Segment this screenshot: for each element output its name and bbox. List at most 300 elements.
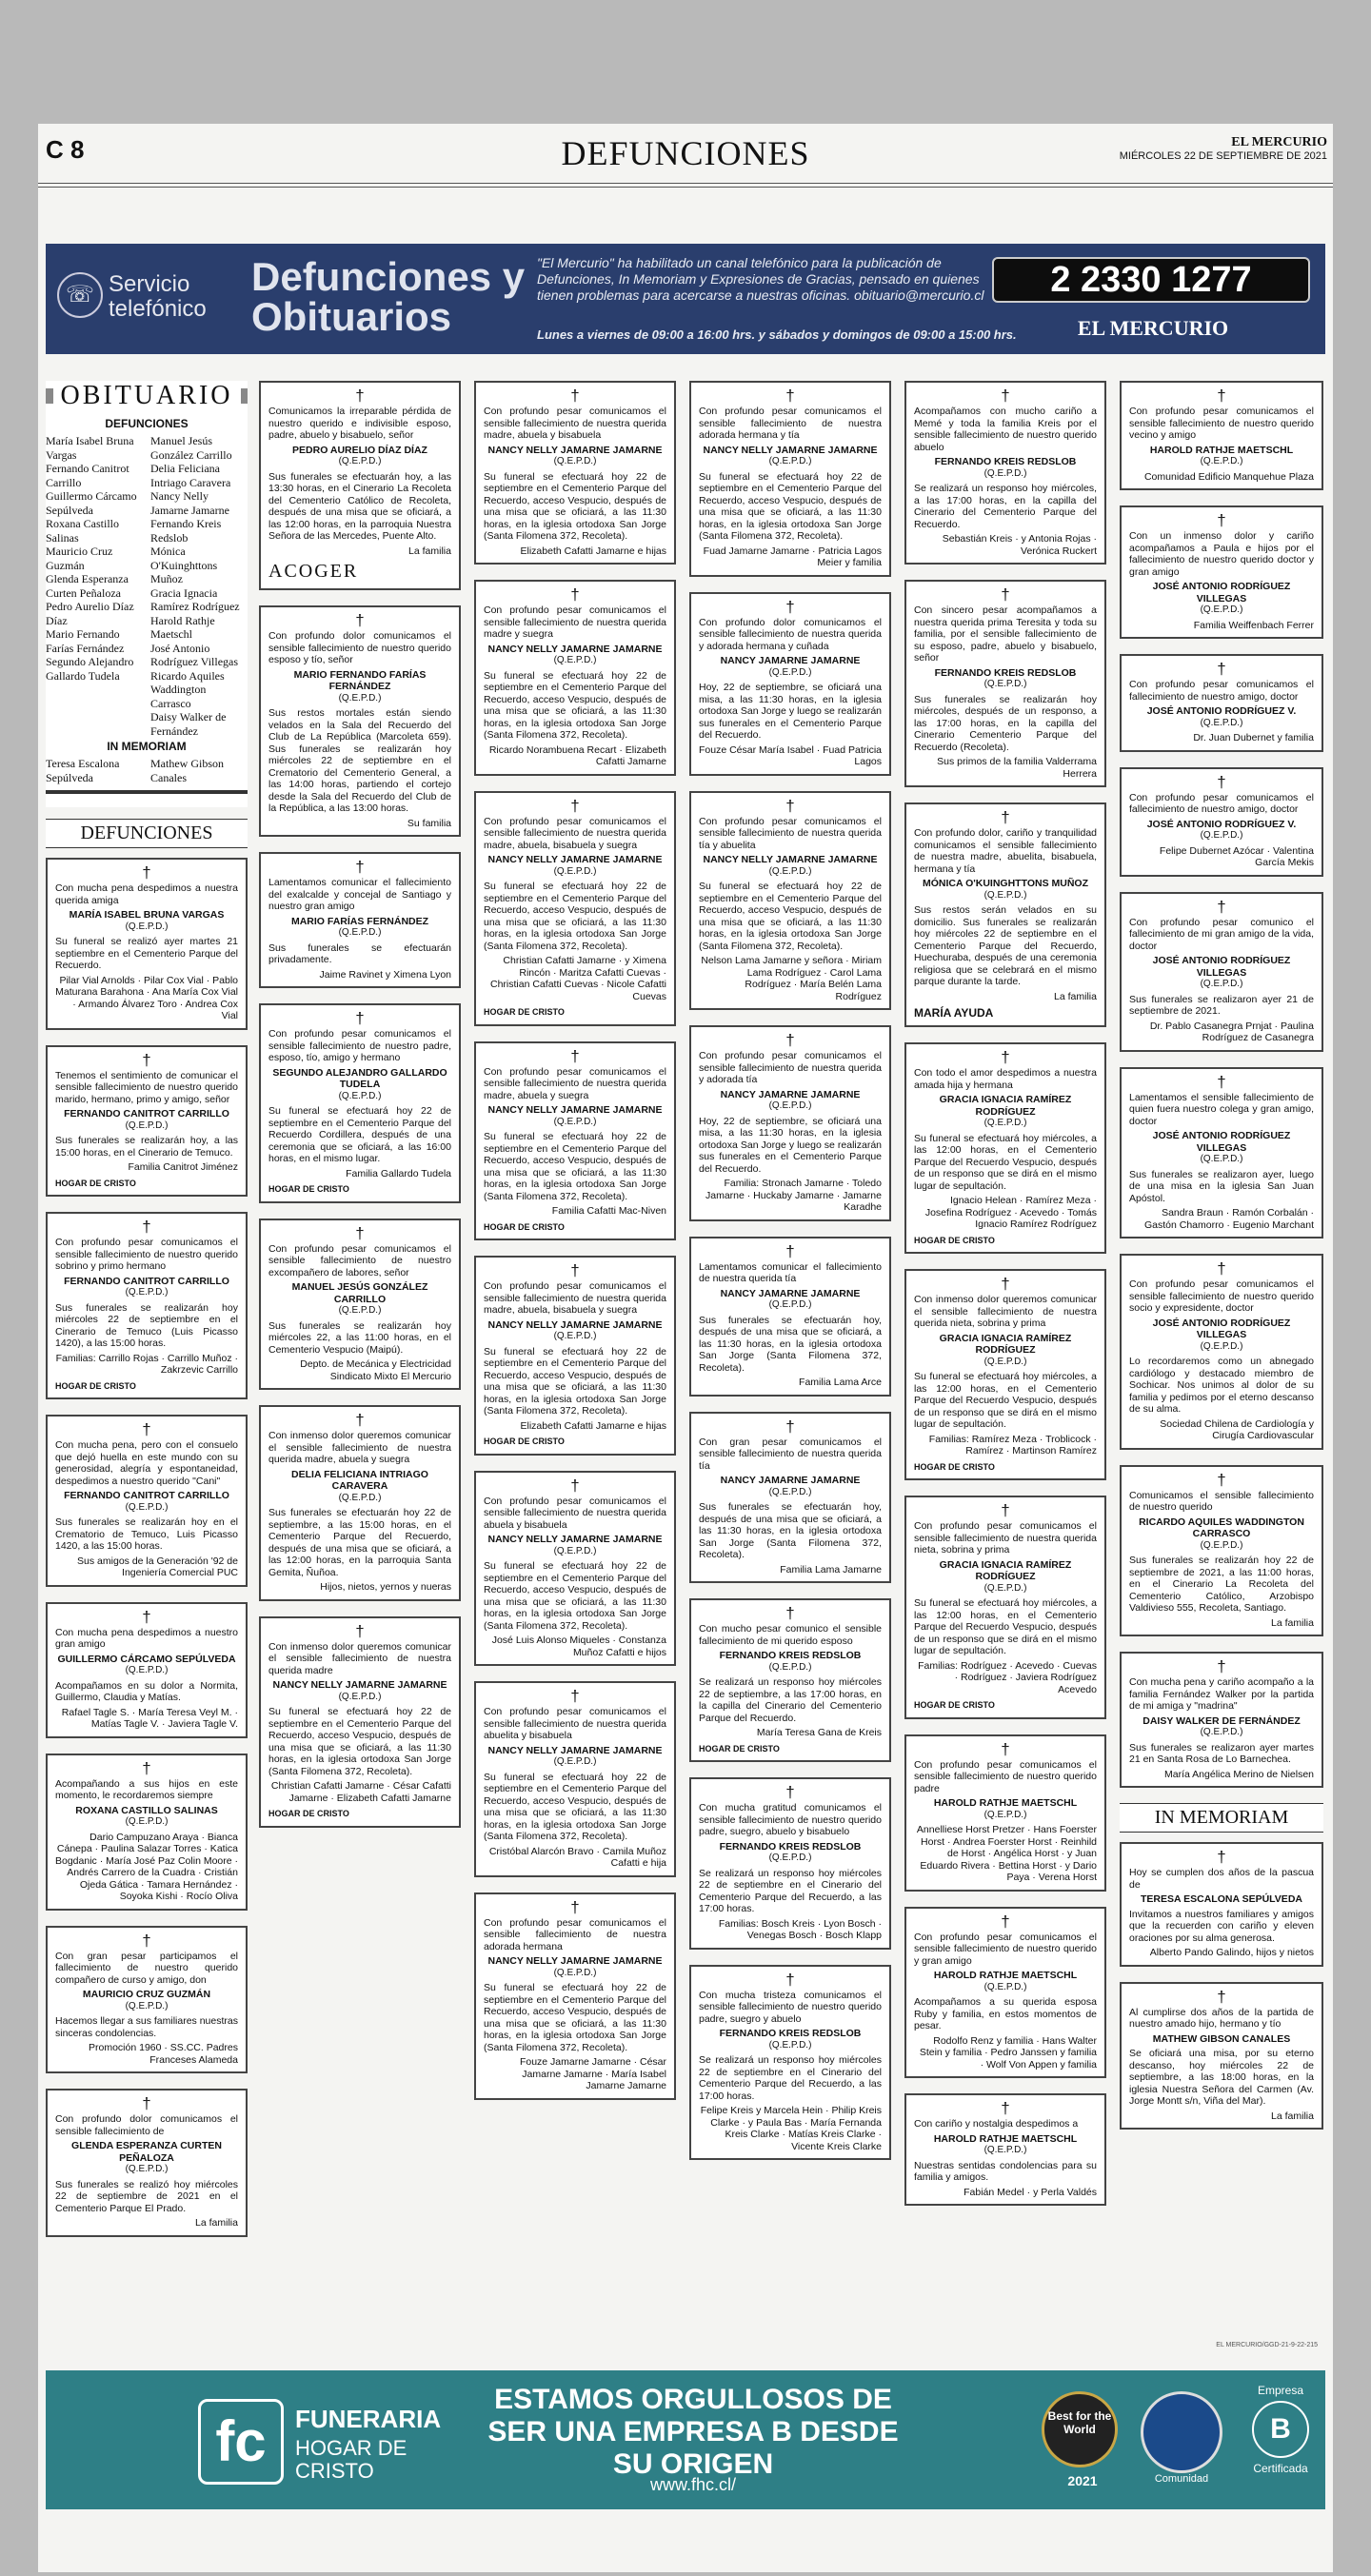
cross-icon: †	[1217, 897, 1226, 916]
list-item: Nancy Nelly Jamarne Jamarne	[150, 489, 229, 517]
cross-icon: †	[142, 1607, 151, 1626]
cross-icon: †	[355, 386, 365, 405]
column-5	[904, 381, 1106, 2221]
notice-signature: Familia Lama Arce	[799, 1377, 882, 1388]
funeral-details: Su funeral se efectuará hoy 22 de septiembre en el Cementerio Parque del Recuerdo, acceso Vespucio, después de una misa que se oficiará, a las 11:30 horas, en la iglesia ortodoxa San Jorge (Santa Filomena 372, Recoleta).	[699, 881, 882, 952]
notice-signature: Familias: Rodríguez · Acevedo · Cuevas · Rodríguez · Javiera Rodríguez Acevedo	[918, 1659, 1097, 1695]
column-4	[689, 381, 891, 2175]
funeral-details: Lo recordaremos como un abnegado cardiólogo y destacado miembro de Sochicar. Nos unimos al dolor de su familia y pedimos por el eterno descanso de su alma.	[1129, 1356, 1314, 1415]
cross-icon: †	[1217, 1657, 1226, 1675]
qepd-label: (Q.E.P.D.)	[1200, 1539, 1243, 1551]
notice-intro: Con profundo pesar comunicamos el sensible fallecimiento de nuestro querido socio y expresidente, doctor	[1129, 1278, 1314, 1314]
notice-signature: Rafael Tagle S. · María Teresa Veyl M. · Matías Tagle V. · Javiera Tagle V.	[61, 1706, 238, 1730]
best-for-world-badge: Best for the World	[1042, 2391, 1118, 2467]
list-item: Fernando Canitrot Carrillo	[46, 462, 129, 489]
notice-intro: Con profundo pesar comunicamos el sensible fallecimiento de nuestro querido padre	[914, 1758, 1097, 1794]
cross-icon: †	[1001, 1912, 1010, 1931]
notice-intro: Con profundo pesar comunicamos el sensible fallecimiento de nuestra querida tía y abuelita	[699, 815, 882, 851]
cross-icon: †	[785, 1241, 795, 1260]
qepd-label: (Q.E.P.D.)	[1200, 830, 1243, 841]
deceased-name: GLENDA ESPERANZA CURTEN PEÑALOZA	[71, 2140, 222, 2164]
death-notice	[689, 381, 891, 577]
notice-signature: La familia	[1271, 1616, 1314, 1629]
qepd-label: (Q.E.P.D.)	[338, 1090, 382, 1101]
funeral-details: Hacemos llegar a sus familiares nuestras sinceras condolencias.	[55, 2015, 238, 2039]
deceased-name: NANCY NELLY JAMARNE JAMARNE	[272, 1679, 447, 1691]
notice-signature: Sandra Braun · Ramón Corbalán · Gastón Chamorro · Eugenio Marchant	[1143, 1207, 1314, 1231]
funeral-details: Hoy, 22 de septiembre, se oficiará una misa, a las 11:30 horas, en la iglesia ortodoxa San Jorge y luego se realizarán sus funerales en el Cementerio Parque del Recuerdo.	[699, 682, 882, 741]
deceased-name: JOSÉ ANTONIO RODRÍGUEZ VILLEGAS	[1152, 581, 1291, 604]
notice-signature: Dr. Pablo Casanegra Prnjat · Paulina Rodríguez de Casanegra	[1149, 1020, 1314, 1043]
list-right	[150, 434, 248, 738]
notice-intro: Lamentamos comunicar el fallecimiento del exalcalde y concejal de Santiago y nuestro gran amigo	[268, 877, 451, 912]
deceased-name: SEGUNDO ALEJANDRO GALLARDO TUDELA	[272, 1066, 447, 1090]
death-notice	[1120, 505, 1323, 639]
funeral-details: Sus funerales se realizarán hoy 22 de septiembre de 2021, a las 11:00 horas, en el Cinerario La Recoleta del Cementerio Católico, Arzobispo Valdivieso 555, Recoleta, Santiago.	[1129, 1555, 1314, 1614]
list-item: Delia Feliciana Intriago Caravera	[150, 462, 231, 489]
cross-icon: †	[1001, 585, 1010, 604]
qepd-label: (Q.E.P.D.)	[338, 927, 382, 938]
cross-icon: †	[1217, 660, 1226, 678]
funeral-details: Su funeral se efectuará hoy 22 de septiembre en el Cementerio Parque del Recuerdo, acceso Vespucio, después de una misa que se oficiará, a las 11:30 horas, en la iglesia ortodoxa San Jorge (Santa Filomena 372, Recoleta).	[268, 1706, 451, 1777]
notice-signature: José Luis Alonso Miqueles · Constanza Muñoz Cafatti e hijos	[491, 1635, 666, 1658]
hogar-de-cristo-logo: HOGAR DE CRISTO	[484, 1007, 565, 1017]
notice-signature: María Teresa Gana de Kreis	[756, 1727, 882, 1738]
death-notice	[474, 1256, 676, 1456]
deceased-name: NANCY NELLY JAMARNE JAMARNE	[487, 643, 663, 655]
death-notice	[1120, 1652, 1323, 1788]
funeral-details: Se realizará un responso hoy miércoles 22 de septiembre en el Cinerario del Cementerio Parque del Recuerdo, a las 17:00 horas.	[699, 2054, 882, 2102]
header-rule	[38, 183, 1333, 184]
death-notice	[259, 1405, 461, 1601]
hogar-de-cristo-logo: HOGAR DE CRISTO	[55, 1178, 136, 1188]
qepd-label: (Q.E.P.D.)	[1200, 604, 1243, 615]
notice-signature: Sus primos de la familia Valderrama Herrera	[937, 756, 1097, 780]
death-notice	[1120, 767, 1323, 877]
list-item: Harold Rathje Maetschl	[150, 613, 215, 641]
qepd-label: (Q.E.P.D.)	[553, 865, 597, 877]
death-notice	[689, 791, 891, 1011]
deceased-name: FERNANDO CANITROT CARRILLO	[64, 1275, 229, 1287]
defunciones-subhead: DEFUNCIONES	[105, 417, 189, 430]
deceased-name: MAURICIO CRUZ GUZMÁN	[82, 1989, 211, 2000]
notice-intro: Con sincero pesar acompañamos a nuestra querida prima Teresita y toda su familia, por el sensible fallecimiento de su esposo, padre, abuelo y bisabuelo, señor	[914, 604, 1097, 664]
funeral-details: Sus funerales se realizarán hoy miércoles, después de un responso, a las 17:00 horas, en la capilla del Cinerario Cementerio Parque del Recuerdo (Recoleta).	[914, 693, 1097, 753]
death-notice	[1120, 892, 1323, 1052]
deceased-name: MARIO FARÍAS FERNÁNDEZ	[290, 915, 429, 927]
notice-signature: Elizabeth Cafatti Jamarne e hijas	[520, 1419, 666, 1432]
funeral-details: Su funeral se efectuará hoy 22 de septiembre en el Cementerio Parque del Recuerdo, acceso Vespucio, después de una misa que se oficiará, a las 11:30 horas, en la iglesia ortodoxa San Jorge (Santa Filomena 372, Recoleta).	[699, 470, 882, 542]
b-corp-sub: Certificada	[1253, 2462, 1308, 2475]
phone-number: 2 2330 1277	[992, 257, 1310, 303]
death-notice	[689, 1025, 891, 1221]
deceased-name: PEDRO AURELIO DÍAZ DÍAZ	[292, 444, 427, 456]
qepd-label: (Q.E.P.D.)	[984, 889, 1027, 901]
notice-intro: Con cariño y nostalgia despedimos a	[914, 2118, 1079, 2130]
notice-signature: Familia Lama Jamarne	[780, 1563, 882, 1575]
notice-intro: Con mucho pesar comunico el sensible fallecimiento de mi querido esposo	[699, 1623, 882, 1647]
notice-signature: Sebastián Kreis · y Antonia Rojas · Verónica Ruckert	[942, 533, 1097, 557]
qepd-label: (Q.E.P.D.)	[125, 1120, 169, 1131]
heading-bar	[46, 388, 53, 404]
notice-intro: Con mucha pena y cariño acompaño a la familia Fernández Walker por la partida de mi amiga y "madrina"	[1129, 1676, 1314, 1712]
deceased-name: JOSÉ ANTONIO RODRÍGUEZ VILLEGAS	[1152, 955, 1291, 979]
notice-intro: Con gran pesar participamos el fallecimiento de nuestro querido compañero de curso y amigo, don	[55, 1950, 238, 1986]
in-memoriam-subhead: IN MEMORIAM	[107, 740, 187, 753]
cross-icon: †	[1217, 1072, 1226, 1091]
column-5-notices	[904, 381, 1106, 2206]
notice-intro: Con mucha gratitud comunicamos el sensible fallecimiento de nuestro querido padre, suegro, abuelo y bisabuelo	[699, 1802, 882, 1837]
death-notice	[474, 1041, 676, 1241]
column-1-notices	[46, 819, 248, 2237]
funeral-details: Su funeral se efectuará hoy 22 de septiembre en el Cementerio Parque del Recuerdo, acceso Vespucio, después de una misa que se oficiará, a las 11:30 horas, en la iglesia ortodoxa San Jorge (Santa Filomena 372, Recoleta).	[484, 470, 666, 542]
deceased-name: TERESA ESCALONA SEPÚLVEDA	[1141, 1893, 1302, 1905]
cross-icon: †	[1001, 2099, 1010, 2117]
death-notice	[259, 1219, 461, 1391]
cross-icon: †	[142, 1050, 151, 1069]
death-notice	[474, 791, 676, 1026]
qepd-label: (Q.E.P.D.)	[125, 1665, 169, 1675]
qepd-label: (Q.E.P.D.)	[553, 456, 597, 466]
deceased-name: NANCY NELLY JAMARNE JAMARNE	[487, 1318, 663, 1331]
hogar-de-cristo-logo: HOGAR DE CRISTO	[914, 1235, 995, 1245]
qepd-label: (Q.E.P.D.)	[125, 2164, 169, 2174]
deceased-name: GRACIA IGNACIA RAMÍREZ RODRÍGUEZ	[939, 1558, 1072, 1582]
notice-signature: Su familia	[407, 817, 451, 829]
cross-icon: †	[1217, 772, 1226, 791]
funeral-details: Su funeral se efectuará hoy 22 de septiembre en el Cementerio Parque del Recuerdo, acceso Vespucio, después de una misa que se oficiará, a las 11:30 horas, en la iglesia ortodoxa San Jorge (Santa Filomena 372, Recoleta).	[484, 1560, 666, 1632]
funeral-details: Su funeral se efectuará hoy 22 de septiembre en el Cementerio Parque del Recuerdo, acceso Vespucio, después de una misa que se oficiará, a las 11:30 horas, en la iglesia ortodoxa San Jorge (Santa Filomena 372, Recoleta).	[484, 1771, 666, 1842]
notice-intro: Con un inmenso dolor y cariño acompañamos a Paula e hijos por el fallecimiento de nuestro querido doctor y gran amigo	[1129, 530, 1314, 578]
qepd-label: (Q.E.P.D.)	[338, 692, 382, 703]
notice-intro: Con profundo pesar comunicamos el sensible fallecimiento de nuestro querido y gran amigo	[914, 1931, 1097, 1967]
b-corp-badge	[1247, 2384, 1314, 2475]
deceased-name: HAROLD RATHJE MAETSCHL	[933, 1797, 1078, 1809]
notice-signature: La familia	[195, 2217, 238, 2229]
notice-signature: Cristóbal Alarcón Bravo · Camila Muñoz Cafatti e hija	[488, 1845, 666, 1869]
notice-signature: Sociedad Chilena de Cardiología y Cirugía Cardiovascular	[1160, 1417, 1314, 1441]
funeral-details: Se realizará un responso hoy miércoles 22 de septiembre en el Cinerario del Cementerio Parque del Recuerdo, a las 17:00 horas.	[699, 1867, 882, 1914]
notice-signature: Jaime Ravinet y Ximena Lyon	[319, 968, 451, 981]
deceased-name: MANUEL JESÚS GONZÁLEZ CARRILLO	[291, 1281, 428, 1305]
cross-icon: †	[142, 1420, 151, 1438]
cross-icon: †	[142, 1218, 151, 1236]
cross-icon: †	[142, 1758, 151, 1777]
list-item: José Antonio Rodríguez Villegas	[150, 641, 239, 668]
funeral-details: Sus funerales se efectuarán hoy 22 de septiembre, a las 15:00 horas, en el Cementerio Parque del Recuerdo, después de una misa que se oficiará, a las 12:00 horas, en la parroquia Santa Gemita, Ñuñoa.	[268, 1507, 451, 1578]
death-notice	[1120, 1067, 1323, 1239]
notice-signature: Familias: Ramírez Meza · Troblicock · Ramírez · Martinson Ramírez	[928, 1433, 1097, 1456]
notice-intro: Con profundo pesar comunicamos el sensible fallecimiento de nuestra querida madre y suegra	[484, 604, 666, 640]
qepd-label: (Q.E.P.D.)	[768, 456, 812, 466]
death-notice	[474, 1681, 676, 1877]
cross-icon: †	[570, 1687, 580, 1705]
qepd-label: (Q.E.P.D.)	[984, 1356, 1027, 1367]
notice-intro: Con profundo pesar comunicamos el sensible fallecimiento de nuestro padre, esposo, tío, amigo y hermano	[268, 1028, 451, 1063]
death-notice	[689, 1777, 891, 1950]
list-item: Teresa Escalona Sepúlveda	[46, 757, 120, 784]
deceased-name: NANCY JAMARNE JAMARNE	[720, 1088, 861, 1100]
column-2	[259, 381, 461, 1843]
deceased-name: FERNANDO KREIS REDSLOB	[719, 1650, 862, 1661]
qepd-label: (Q.E.P.D.)	[984, 467, 1027, 479]
notice-signature: Promoción 1960 · SS.CC. Padres Franceses Alameda	[89, 2042, 238, 2066]
ad-url[interactable]: www.fhc.cl/	[649, 2475, 737, 2494]
death-notice	[474, 1892, 676, 2100]
deceased-name: DELIA FELICIANA INTRIAGO CARAVERA	[291, 1468, 428, 1492]
cross-icon: †	[142, 863, 151, 882]
banner-hours: Lunes a viernes de 09:00 a 16:00 hrs. y sábados y domingos de 09:00 a 15:00 hrs.	[537, 327, 1017, 342]
notice-signature: La familia	[1271, 2110, 1314, 2122]
qepd-label: (Q.E.P.D.)	[338, 456, 382, 466]
notice-signature: Fabián Medel · y Perla Valdés	[964, 2186, 1097, 2198]
death-notice	[904, 803, 1106, 1027]
cross-icon: †	[570, 1046, 580, 1065]
deceased-name: HAROLD RATHJE MAETSCHL	[933, 1970, 1078, 1981]
deceased-name: JOSÉ ANTONIO RODRÍGUEZ V.	[1146, 705, 1297, 717]
qepd-label: (Q.E.P.D.)	[125, 921, 169, 932]
death-notice	[1120, 1254, 1323, 1450]
notice-signature: Sus amigos de la Generación '92 de Ingeniería Comercial PUC	[77, 1555, 238, 1578]
notice-intro: Acompañamos con mucho cariño a Memé y toda la familia Kreis por el sensible fallecimiento de nuestro querido abuelo	[914, 406, 1097, 453]
list-left	[46, 434, 143, 738]
obituario-index	[46, 381, 248, 807]
qepd-label: (Q.E.P.D.)	[768, 1661, 812, 1673]
notice-signature: Nelson Lama Jamarne y señora · Miriam Lama Rodríguez · Carol Lama Rodríguez · María Belén Lama Rodríguez	[701, 955, 882, 1002]
obituario-title: OBITUARIO	[60, 381, 233, 410]
death-notice	[1120, 1842, 1323, 1967]
qepd-label: (Q.E.P.D.)	[984, 1582, 1027, 1594]
ad-brand-2: HOGAR DE CRISTO	[295, 2436, 407, 2483]
notice-intro: Lamentamos el sensible fallecimiento de quien fuera nuestro colega y gran amigo, doctor	[1129, 1091, 1314, 1127]
notice-signature: Christian Cafatti Jamarne · y Ximena Rincón · Maritza Cafatti Cuevas · Christian Cafatti Cuevas · Nicole Cafatti Cuevas	[490, 955, 666, 1002]
death-notice	[46, 1045, 248, 1198]
list-item: Gracia Ignacia Ramírez Rodríguez	[150, 585, 240, 613]
funeral-details: Sus funerales se realizarán hoy en el Crematorio de Temuco, Luis Picasso 1420, a las 15:00 horas.	[55, 1516, 238, 1552]
funeral-details: Sus funerales se realizarán hoy, a las 15:00 horas, en el Cinerario de Temuco.	[55, 1135, 238, 1159]
notice-intro: Con mucha pena despedimos a nuestro gran amigo	[55, 1626, 238, 1650]
notice-signature: Ignacio Helean · Ramírez Meza · Josefina Rodríguez · Acevedo · Tomás Ignacio Ramírez Rodríguez	[924, 1195, 1097, 1230]
funeral-details: Su funeral se efectuará hoy 22 de septiembre en el Cementerio Parque del Recuerdo, acceso Vespucio, después de una misa que se oficiará, a las 11:30 horas, en la iglesia ortodoxa San Jorge (Santa Filomena 372, Recoleta).	[484, 1345, 666, 1417]
obituario-heading	[46, 381, 248, 411]
deceased-name: NANCY NELLY JAMARNE JAMARNE	[487, 1744, 663, 1756]
cross-icon: †	[785, 1783, 795, 1801]
qepd-label: (Q.E.P.D.)	[125, 2000, 169, 2011]
notice-intro: Lamentamos comunicar el fallecimiento de nuestra querida tía	[699, 1260, 882, 1284]
death-notice	[474, 1471, 676, 1667]
death-notice	[46, 858, 248, 1030]
deceased-name: NANCY NELLY JAMARNE JAMARNE	[703, 444, 878, 456]
list-item: Mario Fernando Farías Fernández	[46, 627, 125, 655]
list-item: Pedro Aurelio Díaz Díaz	[46, 600, 134, 627]
deceased-name: FERNANDO KREIS REDSLOB	[719, 2028, 862, 2039]
death-notice	[904, 1734, 1106, 1892]
cross-icon: †	[1001, 1275, 1010, 1293]
column-3-notices	[474, 381, 676, 2100]
death-notice	[474, 381, 676, 565]
notice-signature: Pilar Vial Arnolds · Pilar Cox Vial · Pablo Maturana Barahona · Ana María Cox Vial · Armando Álvarez Toro · Andrea Cox Vial	[55, 974, 238, 1021]
deceased-name: NANCY NELLY JAMARNE JAMARNE	[487, 1534, 663, 1545]
cross-icon: †	[1217, 1259, 1226, 1278]
cross-icon: †	[142, 1931, 151, 1950]
qepd-label: (Q.E.P.D.)	[338, 1691, 382, 1702]
notice-intro: Con profundo dolor comunicamos el sensible fallecimiento de nuestra querida y adorada hermana y cuñada	[699, 616, 882, 652]
deceased-name: NANCY JAMARNE JAMARNE	[720, 1475, 861, 1486]
notice-intro: Con inmenso dolor queremos comunicar el sensible fallecimiento de nuestra querida nieta, sobrina y prima	[914, 1294, 1097, 1329]
masthead	[1120, 135, 1327, 162]
cross-icon: †	[1001, 386, 1010, 405]
deceased-name: GRACIA IGNACIA RAMÍREZ RODRÍGUEZ	[939, 1094, 1072, 1118]
notice-intro: Con gran pesar comunicamos el sensible fallecimiento de nuestra querida tía	[699, 1436, 882, 1472]
qepd-label: (Q.E.P.D.)	[984, 1809, 1027, 1820]
notice-intro: Con inmenso dolor queremos comunicar el sensible fallecimiento de nuestra querida madre	[268, 1640, 451, 1676]
page-title: DEFUNCIONES	[561, 134, 810, 172]
notice-intro: Con profundo pesar comunicamos el sensible fallecimiento de nuestro excompañero de labores, señor	[268, 1242, 451, 1278]
cross-icon: †	[355, 1009, 365, 1027]
hogar-de-cristo-logo: HOGAR DE CRISTO	[914, 1700, 995, 1710]
cross-icon: †	[1001, 808, 1010, 826]
phone-service-banner	[46, 244, 1325, 354]
cross-icon: †	[355, 1223, 365, 1242]
notice-signature: Felipe Kreis y Marcela Hein · Philip Kreis Clarke · y Paula Bas · María Fernanda Kreis Clarke · Matías Kreis Clarke · Vicente Kreis Clarke	[700, 2105, 882, 2152]
funeral-details: Su funeral se efectuará hoy miércoles, a las 12:00 horas, en el Cementerio Parque del Recuerdo Vespucio, después de un responso que se dirá en el mismo lugar de sepultación.	[914, 1371, 1097, 1430]
cross-icon: †	[570, 1261, 580, 1279]
section-rule	[46, 790, 248, 794]
notice-signature: Annelliese Horst Pretzer · Hans Foerster Horst · Andrea Foerster Horst · Reinhild de Horst · Angélica Horst · y Juan Eduardo Rivera · Bettina Horst · y Dario Paya · Verena Horst	[916, 1824, 1097, 1883]
death-notice	[46, 1754, 248, 1911]
qepd-label: (Q.E.P.D.)	[984, 679, 1027, 689]
qepd-label: (Q.E.P.D.)	[768, 2039, 812, 2051]
ad-headline: ESTAMOS ORGULLOSOS DE SER UNA EMPRESA B DESDE SU ORIGEN	[487, 2384, 899, 2480]
death-notice	[689, 1237, 891, 1397]
death-notice	[46, 1602, 248, 1738]
notice-signature: Ricardo Norambuena Recart · Elizabeth Cafatti Jamarne	[488, 743, 666, 767]
page-header	[38, 124, 1333, 183]
qepd-label: (Q.E.P.D.)	[553, 1116, 597, 1127]
qepd-label: (Q.E.P.D.)	[1200, 1727, 1243, 1737]
notice-intro: Con inmenso dolor queremos comunicar el sensible fallecimiento de nuestra querida madre, abuela y suegra	[268, 1430, 451, 1465]
cross-icon: †	[570, 585, 580, 604]
notice-signature: Hijos, nietos, yernos y nueras	[320, 1581, 451, 1593]
death-notice	[259, 1003, 461, 1203]
deceased-name: ROXANA CASTILLO SALINAS	[75, 1804, 218, 1816]
hogar-de-cristo-logo: HOGAR DE CRISTO	[699, 1743, 780, 1754]
cross-icon: †	[785, 796, 795, 815]
notice-signature: La familia	[408, 545, 451, 557]
notice-intro: Comunicamos la irreparable pérdida de nuestro querido e indivisible esposo, padre, abuelo y bisabuelo, señor	[268, 406, 451, 441]
deceased-name: NANCY JAMARNE JAMARNE	[720, 1287, 861, 1299]
qepd-label: (Q.E.P.D.)	[1200, 979, 1243, 989]
funeral-details: Su funeral se efectuará hoy 22 de septiembre en el Cementerio Parque del Recuerdo, acceso Vespucio, después de una misa que se oficiará, a las 11:30 horas, en la iglesia ortodoxa San Jorge (Santa Filomena 372, Recoleta).	[484, 1982, 666, 2053]
badge-year: 2021	[1067, 2473, 1098, 2488]
death-notice	[689, 1598, 891, 1762]
cross-icon: †	[785, 1970, 795, 1989]
cross-icon: †	[1001, 1501, 1010, 1519]
notice-signature: Familias: Carrillo Rojas · Carrillo Muñoz · Zakrzevic Carrillo	[55, 1352, 238, 1376]
notice-signature: Comunidad Edificio Manquehue Plaza	[1143, 470, 1314, 483]
list-item: Mónica O'Kuinghttons Muñoz	[150, 545, 218, 585]
funeral-details: Invitamos a nuestros familiares y amigos que la recuerden con cariño y eleven oraciones por su alma generosa.	[1129, 1908, 1314, 1944]
cross-icon: †	[142, 2094, 151, 2112]
list-item: Manuel Jesús González Carrillo	[150, 434, 232, 462]
hogar-de-cristo-logo: HOGAR DE CRISTO	[268, 1184, 349, 1194]
issue-date: MIÉRCOLES 22 DE SEPTIEMBRE DE 2021	[1119, 150, 1327, 162]
notice-intro: Comunicamos el sensible fallecimiento de nuestro querido	[1129, 1489, 1314, 1513]
death-notice	[1120, 1982, 1323, 2130]
qepd-label: (Q.E.P.D.)	[553, 655, 597, 665]
community-label: Comunidad	[1154, 2473, 1209, 2485]
notice-intro: Con todo el amor despedimos a nuestra amada hija y hermana	[914, 1067, 1097, 1091]
death-notice	[259, 381, 461, 590]
notice-signature: Familia Canitrot Jiménez	[128, 1161, 238, 1173]
notice-signature: Depto. de Mecánica y Electricidad Sindicato Mixto El Mercurio	[300, 1358, 451, 1382]
list-item: Daisy Walker de Fernández	[150, 710, 227, 738]
qepd-label: (Q.E.P.D.)	[1200, 1340, 1243, 1352]
deceased-name: NANCY NELLY JAMARNE JAMARNE	[703, 854, 878, 865]
cross-icon: †	[1217, 511, 1226, 529]
funeral-details: Su funeral se efectuará hoy 22 de septiembre en el Cementerio Parque del Recuerdo Cordillera, después de una ceremonia que se oficiará, a las 16:00 horas, en el mismo lugar.	[268, 1105, 451, 1164]
cross-icon: †	[785, 597, 795, 616]
service-label: Servicio telefónico	[109, 271, 207, 322]
death-notice	[1120, 381, 1323, 490]
maria-ayuda-logo: MARÍA AYUDA	[914, 1006, 994, 1020]
notice-intro: Con profundo dolor, cariño y tranquilidad comunicamos el sensible fallecimiento de nuestra madre, abuelita, bisabuela, hermana y tía	[914, 827, 1097, 875]
cross-icon: †	[570, 386, 580, 405]
hogar-de-cristo-logo: HOGAR DE CRISTO	[268, 1809, 349, 1818]
funeral-details: Su funeral se efectuará hoy 22 de septiembre en el Cementerio Parque del Recuerdo, acceso Vespucio, después de una misa que se oficiará, a las 11:30 horas, en la iglesia ortodoxa San Jorge (Santa Filomena 372, Recoleta).	[484, 1131, 666, 1202]
funeral-details: Sus funerales se efectuarán hoy, después de una misa que se oficiará, a las 11:30 horas, en la iglesia ortodoxa San Jorge (Santa Filomena 372, Recoleta).	[699, 1314, 882, 1374]
funeral-details: Acompañamos a su querida esposa Ruby y familia, en estos momentos de pesar.	[914, 1996, 1097, 2031]
list-item: María Isabel Bruna Vargas	[46, 434, 134, 462]
death-notice	[689, 1965, 891, 2161]
deceased-name: MATHEW GIBSON CANALES	[1152, 2032, 1291, 2045]
deceased-name: FERNANDO KREIS REDSLOB	[719, 1840, 862, 1853]
defunciones-heading: DEFUNCIONES	[46, 819, 248, 848]
deceased-name: MÓNICA O'KUINGHTTONS MUÑOZ	[923, 878, 1088, 889]
deceased-name: FERNANDO CANITROT CARRILLO	[64, 1490, 229, 1501]
qepd-label: (Q.E.P.D.)	[768, 865, 812, 877]
deceased-name: JOSÉ ANTONIO RODRÍGUEZ V.	[1146, 818, 1297, 830]
death-notice	[46, 1926, 248, 2074]
funeral-details: Acompañamos en su dolor a Normita, Guillermo, Claudia y Matías.	[55, 1679, 238, 1703]
notice-intro: Con profundo pesar comunicamos el sensible fallecimiento de nuestra querida abuelita y bisabuela	[484, 1706, 666, 1741]
qepd-label: (Q.E.P.D.)	[125, 1816, 169, 1827]
notice-intro: Con mucha pena, pero con el consuelo que dejó huella en este mundo con su generosidad, alegría y espontaneidad, despedimos a nuestro querido "Cani"	[55, 1439, 238, 1487]
qepd-label: (Q.E.P.D.)	[768, 1486, 812, 1497]
deceased-name: NANCY NELLY JAMARNE JAMARNE	[487, 1955, 663, 1967]
list-item: Fernando Kreis Redslob	[150, 517, 222, 545]
notice-signature: Rodolfo Renz y familia · Hans Walter Stein y familia · Pedro Janssen y familia · Wolf Von Appen y familia	[919, 2034, 1097, 2071]
in-memoriam-heading: IN MEMORIAM	[1120, 1803, 1323, 1833]
print-code: EL MERCURIO/GGD-21-9-22-215	[1216, 2342, 1318, 2348]
deceased-name: NANCY JAMARNE JAMARNE	[720, 655, 861, 666]
qepd-label: (Q.E.P.D.)	[125, 1287, 169, 1298]
death-notice	[259, 1616, 461, 1828]
qepd-label: (Q.E.P.D.)	[125, 1501, 169, 1513]
list-item: Segundo Alejandro Gallardo Tudela	[46, 655, 134, 683]
notice-intro: Al cumplirse dos años de la partida de nuestro amado hijo, hermano y tío	[1129, 2006, 1314, 2030]
header-rule-2	[38, 187, 1333, 188]
deceased-name: NANCY NELLY JAMARNE JAMARNE	[487, 444, 663, 456]
notice-signature: Familias: Bosch Kreis · Lyon Bosch · Venegas Bosch · Bosch Klapp	[718, 1917, 882, 1941]
notice-intro: Con mucha tristeza comunicamos el sensible fallecimiento de nuestro querido padre, suegro y abuelo	[699, 1989, 882, 2025]
banner-brand: EL MERCURIO	[1077, 316, 1229, 340]
funeral-details: Hoy, 22 de septiembre, se oficiará una misa, a las 11:30 horas, en la iglesia ortodoxa San Jorge y luego se realizarán sus funerales en el Cementerio Parque del Recuerdo.	[699, 1115, 882, 1175]
qepd-label: (Q.E.P.D.)	[553, 1756, 597, 1767]
qepd-label: (Q.E.P.D.)	[553, 1545, 597, 1556]
deceased-name: JOSÉ ANTONIO RODRÍGUEZ VILLEGAS	[1152, 1130, 1291, 1154]
cross-icon: †	[1217, 386, 1226, 405]
